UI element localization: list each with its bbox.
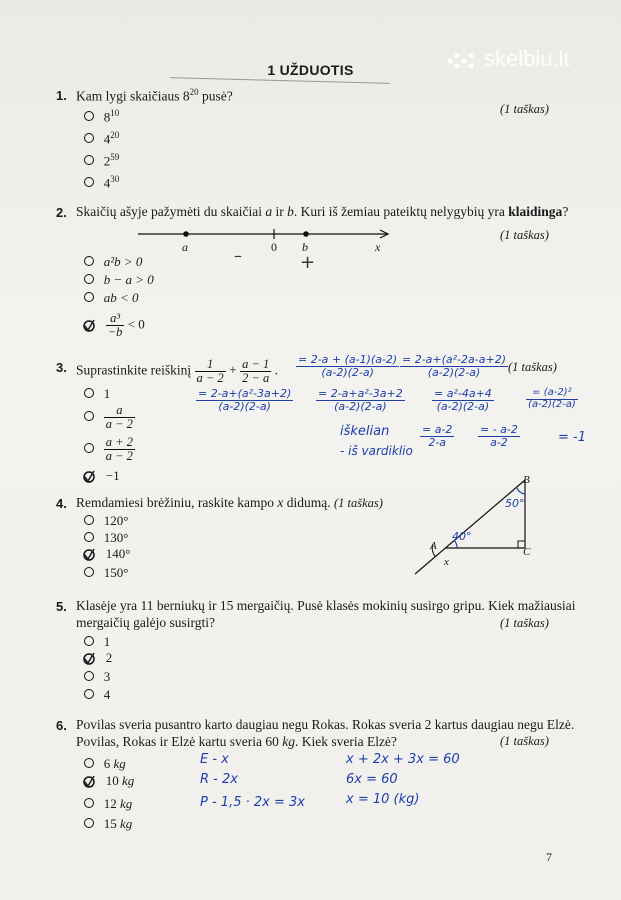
q5-points: (1 taškas): [500, 616, 549, 630]
hw-q3-step1: $\frac{= 2-a + (a-1)(a-2)}{(a-2)(2-a)}$: [298, 353, 398, 379]
radio-circle-icon[interactable]: [84, 274, 94, 284]
q3-option-4[interactable]: −1: [82, 468, 120, 484]
q5-option-2[interactable]: 2: [82, 650, 112, 666]
checked-circle-icon[interactable]: [82, 652, 96, 666]
q4-option-4[interactable]: 150°: [84, 565, 128, 581]
q4-text: Remdamiesi brėžiniu, raskite kampo x didumą. (1 taškas): [76, 495, 383, 510]
radio-circle-icon[interactable]: [84, 256, 94, 266]
checked-circle-icon[interactable]: [82, 775, 96, 789]
triangle-label-x: x: [444, 556, 449, 568]
hw-q6-povilas: P - 1,5 · 2x = 3x: [200, 795, 305, 810]
q6-text-line2: Povilas, Rokas ir Elzė kartu sveria 60 kg. Kiek sveria Elzė?: [76, 734, 397, 749]
radio-circle-icon[interactable]: [84, 443, 94, 453]
axis-label-b: b: [302, 240, 308, 254]
checked-circle-icon[interactable]: [82, 470, 96, 484]
q6-option-1[interactable]: 6 kg: [84, 756, 126, 772]
hw-q6-rokas: R - 2x: [200, 772, 238, 787]
hw-q6-equation-3: x = 10 (kg): [346, 792, 420, 807]
hw-q3-note-2: - iš vardiklio: [340, 444, 413, 458]
q6-points: (1 taškas): [500, 734, 549, 748]
hw-q3-step8: $\frac{= - a-2}{a-2}$: [480, 423, 518, 449]
radio-circle-icon[interactable]: [84, 532, 94, 542]
triangle-diagram: [405, 470, 565, 580]
hw-q6-equation-2: 6x = 60: [346, 772, 398, 787]
radio-circle-icon[interactable]: [84, 411, 94, 421]
radio-circle-icon[interactable]: [84, 155, 94, 165]
q5-text-line2: mergaičių galėjo susirgti?: [76, 615, 215, 630]
watermark-text: skelbiu.lt: [484, 46, 570, 71]
radio-circle-icon[interactable]: [84, 818, 94, 828]
radio-circle-icon[interactable]: [84, 689, 94, 699]
radio-circle-icon[interactable]: [84, 798, 94, 808]
q2-text: Skaičių ašyje pažymėti du skaičiai a ir b. Kuri iš žemiau pateiktų nelygybių yra klaidinga?: [76, 204, 569, 219]
hw-minus-sign: –: [234, 246, 242, 265]
q1-points: (1 taškas): [500, 102, 549, 116]
radio-circle-icon[interactable]: [84, 388, 94, 398]
q5-text-line1: Klasėje yra 11 berniukų ir 15 mergaičių. Pusė klasės mokinių susirgo gripu. Kiek mažiausiai: [76, 598, 576, 613]
q5-option-4[interactable]: 4: [84, 687, 110, 703]
q6-number: 6.: [56, 718, 67, 733]
axis-label-a: a: [182, 240, 188, 254]
hw-q3-step7: $\frac{= a-2}{2-a}$: [422, 423, 453, 449]
hw-q3-step6: $\frac{\text{= (a-2)²}}{(a-2)(2-a)}$: [528, 387, 576, 410]
hw-q3-step4: $\frac{\text{= 2-a+a²-3a+2}}{(a-2)(2-a)}$: [318, 387, 403, 413]
q2-option-4[interactable]: $\frac{\text{a³}}{-b}$ < 0: [82, 312, 145, 339]
q3-number: 3.: [56, 360, 67, 375]
radio-circle-icon[interactable]: [84, 111, 94, 121]
radio-circle-icon[interactable]: [84, 133, 94, 143]
hw-q3-result: = -1: [558, 430, 586, 445]
q4-number: 4.: [56, 496, 67, 511]
q1-option-2[interactable]: $4^{20}$: [84, 130, 119, 147]
axis-label-x: x: [375, 240, 381, 254]
hw-q3-step2: $\frac{\text{= 2-a+(a²-2a-a+2)}}{(a-2)(2-a)}$: [402, 353, 507, 379]
q4-option-1[interactable]: 120°: [84, 513, 128, 529]
number-line-diagram: [130, 226, 400, 266]
radio-circle-icon[interactable]: [84, 292, 94, 302]
q2-points: (1 taškas): [500, 228, 549, 242]
radio-circle-icon[interactable]: [84, 671, 94, 681]
hw-q3-note-1: iškelian: [340, 424, 390, 439]
axis-label-zero: 0: [271, 240, 277, 254]
q2-number: 2.: [56, 205, 67, 220]
checked-circle-icon[interactable]: [82, 319, 96, 333]
q4-points: (1 taškas): [333, 496, 383, 510]
page-number: 7: [546, 850, 552, 864]
q3-option-3[interactable]: $\frac{a + 2}{a - 2}$: [84, 436, 135, 463]
q4-option-3[interactable]: 140°: [82, 546, 130, 562]
q1-option-1[interactable]: $8^{10}$: [84, 108, 119, 125]
q5-option-1[interactable]: 1: [84, 634, 110, 650]
radio-circle-icon[interactable]: [84, 758, 94, 768]
radio-circle-icon[interactable]: [84, 515, 94, 525]
q4-option-2[interactable]: 130°: [84, 530, 128, 546]
q2-option-2[interactable]: b − a > 0: [84, 272, 154, 288]
q3-option-1[interactable]: 1: [84, 386, 110, 402]
q6-text-line1: Povilas sveria pusantro karto daugiau negu Rokas. Rokas sveria 2 kartus daugiau negu Elzė.: [76, 717, 575, 732]
radio-circle-icon[interactable]: [84, 636, 94, 646]
hw-q6-equation-1: x + 2x + 3x = 60: [346, 752, 460, 767]
radio-circle-icon[interactable]: [84, 567, 94, 577]
radio-circle-icon[interactable]: [84, 177, 94, 187]
title-divider: [170, 77, 390, 84]
q1-text: Kam lygi skaičiaus $8^{20}$ pusė?: [76, 87, 233, 104]
q5-number: 5.: [56, 599, 67, 614]
q5-option-3[interactable]: 3: [84, 669, 110, 685]
q1-number: 1.: [56, 88, 67, 103]
hw-angle-a: 40°: [452, 530, 472, 543]
q6-option-3[interactable]: 12 kg: [84, 796, 132, 812]
hw-q6-elze: E - x: [200, 752, 229, 767]
checked-circle-icon[interactable]: [82, 548, 96, 562]
hw-q3-step5: $\frac{\text{= a²-4a+4}}{(a-2)(2-a)}$: [434, 387, 492, 413]
q6-option-4[interactable]: 15 kg: [84, 816, 132, 832]
q3-text: Suprastinkite reiškinį $\frac{1}{a - 2}$ + $\frac{a - 1}{2 - a}$ .: [76, 357, 278, 386]
q3-option-2[interactable]: $\frac{a}{a - 2}$: [84, 404, 135, 431]
page-title: 1 UŽDUOTIS: [267, 62, 354, 78]
q3-points: (1 taškas): [508, 360, 557, 374]
q6-option-2[interactable]: 10 kg: [82, 773, 134, 789]
triangle-label-c: C: [523, 546, 531, 558]
q2-option-1[interactable]: a²b > 0: [84, 254, 142, 270]
hw-q3-step3: $\frac{\text{= 2-a+(a²-3a+2)}}{(a-2)(2-a)}$: [198, 387, 292, 413]
hw-angle-b: 50°: [505, 497, 525, 510]
triangle-label-b: B: [523, 474, 530, 486]
q2-option-3[interactable]: ab < 0: [84, 290, 139, 306]
triangle-label-a: A: [430, 540, 437, 552]
q1-option-3[interactable]: $2^{59}$: [84, 152, 119, 169]
q1-option-4[interactable]: $4^{30}$: [84, 174, 119, 191]
hw-plus-sign: +: [300, 252, 316, 273]
